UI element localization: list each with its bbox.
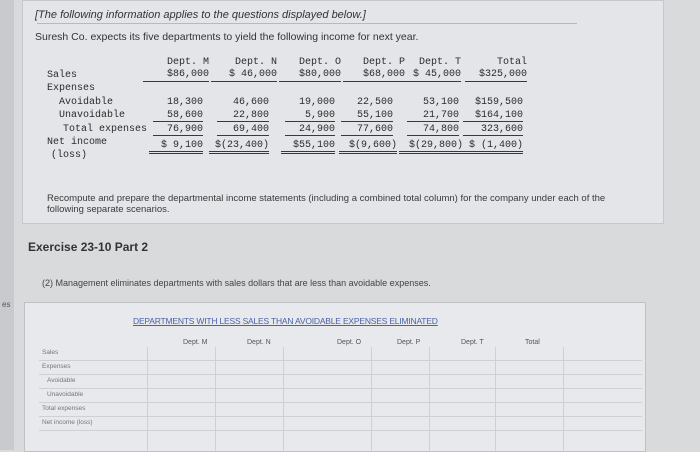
net-income-total: $ (1,400) — [463, 140, 523, 154]
header-label: Dept. P — [362, 57, 405, 68]
header-dept-p — [343, 57, 405, 82]
header-label: Dept. T — [418, 57, 461, 68]
unavoidable-n: 22,800 — [217, 110, 269, 122]
divider — [37, 23, 577, 24]
total-expenses-p: 77,600 — [341, 124, 393, 136]
net-income-t: $(29,800) — [399, 140, 463, 154]
grid-row-label: Net income (loss) — [42, 419, 93, 426]
header-total — [465, 57, 527, 82]
header-dept-t — [399, 57, 461, 82]
col-dept-m: Dept. M — [183, 339, 208, 346]
info-panel — [22, 0, 664, 224]
col-dept-o: Dept. O — [337, 339, 362, 346]
total-expenses-m: 76,900 — [153, 124, 203, 136]
avoidable-m: 18,300 — [166, 97, 203, 108]
header-label: Total — [496, 57, 527, 68]
grid-row-sales[interactable] — [39, 347, 642, 361]
grid-row-expenses[interactable] — [39, 361, 642, 375]
grid-row-label: Total expenses — [42, 405, 86, 412]
col-dept-t: Dept. T — [461, 339, 484, 346]
side-mark: es — [2, 300, 11, 309]
grid-row-label: Sales — [42, 349, 59, 356]
unavoidable-o: 5,900 — [285, 110, 335, 122]
total-expenses-n: 69,400 — [217, 124, 269, 136]
page-edge — [0, 0, 14, 450]
grid-row-unavoidable[interactable] — [39, 389, 642, 403]
header-dept-n — [211, 57, 277, 82]
header-sales: $325,000 — [465, 69, 527, 82]
unavoidable-t: 21,700 — [407, 110, 459, 122]
header-sales: $86,000 — [143, 69, 209, 82]
col-total: Total — [525, 339, 540, 346]
header-sales: $ 46,000 — [211, 69, 277, 82]
net-income-o: $55,100 — [281, 140, 335, 154]
header-label: Dept. O — [298, 57, 341, 68]
total-expenses-o: 24,900 — [285, 124, 335, 136]
net-income-n: $(23,400) — [209, 140, 269, 154]
label-expenses: Expenses — [47, 83, 96, 94]
grid-row-total-expenses[interactable] — [39, 403, 642, 417]
grid-row-label: Unavoidable — [47, 391, 84, 398]
header-dept-o — [279, 57, 341, 82]
grid-row-label: Avoidable — [47, 377, 76, 384]
grid-title: DEPARTMENTS WITH LESS SALES THAN AVOIDABLE EXPENSES ELIMINATED — [133, 316, 438, 326]
label-avoidable: Avoidable — [59, 97, 114, 108]
intro-note: [The following information applies to the questions displayed below.] — [35, 9, 366, 21]
avoidable-total: $159,500 — [474, 97, 523, 108]
unavoidable-total: $164,100 — [463, 110, 523, 122]
avoidable-o: 19,000 — [298, 97, 335, 108]
unavoidable-p: 55,100 — [341, 110, 393, 122]
avoidable-n: 46,600 — [232, 97, 269, 108]
grid-row-label: Expenses — [42, 363, 71, 370]
header-sales: $80,000 — [279, 69, 341, 82]
lead-sentence: Suresh Co. expects its five departments to yield the following income for next year. — [35, 31, 419, 43]
answer-grid — [24, 302, 646, 452]
net-income-m: $ 9,100 — [149, 140, 203, 154]
total-expenses-total: 323,600 — [463, 124, 523, 136]
label-sales: Sales — [47, 70, 78, 81]
grid-row-avoidable[interactable] — [39, 375, 642, 389]
label-unavoidable: Unavoidable — [59, 110, 126, 121]
label-net-income: Net income — [47, 137, 108, 148]
avoidable-t: 53,100 — [422, 97, 459, 108]
header-sales: $68,000 — [343, 69, 405, 82]
net-income-p: $(9,600) — [339, 140, 397, 154]
total-expenses-t: 74,800 — [407, 124, 459, 136]
avoidable-p: 22,500 — [356, 97, 393, 108]
unavoidable-m: 58,600 — [153, 110, 203, 122]
col-dept-p: Dept. P — [397, 339, 421, 346]
header-sales: $ 45,000 — [399, 69, 461, 82]
header-label: Dept. M — [166, 57, 209, 68]
header-dept-m — [143, 57, 209, 82]
label-total-expenses: Total expenses — [63, 124, 148, 135]
col-dept-n: Dept. N — [247, 339, 271, 346]
recompute-instructions: Recompute and prepare the departmental income statements (including a combined total column) for the company under each of the following separate scenarios. — [47, 193, 606, 215]
exercise-title: Exercise 23-10 Part 2 — [28, 240, 149, 254]
requirement-text: (2) Management eliminates departments with sales dollars that are less than avoidable expenses. — [42, 278, 431, 288]
header-label: Dept. N — [234, 57, 277, 68]
grid-row-net-income[interactable] — [39, 417, 642, 431]
label-net-income-loss: (loss) — [51, 150, 88, 161]
